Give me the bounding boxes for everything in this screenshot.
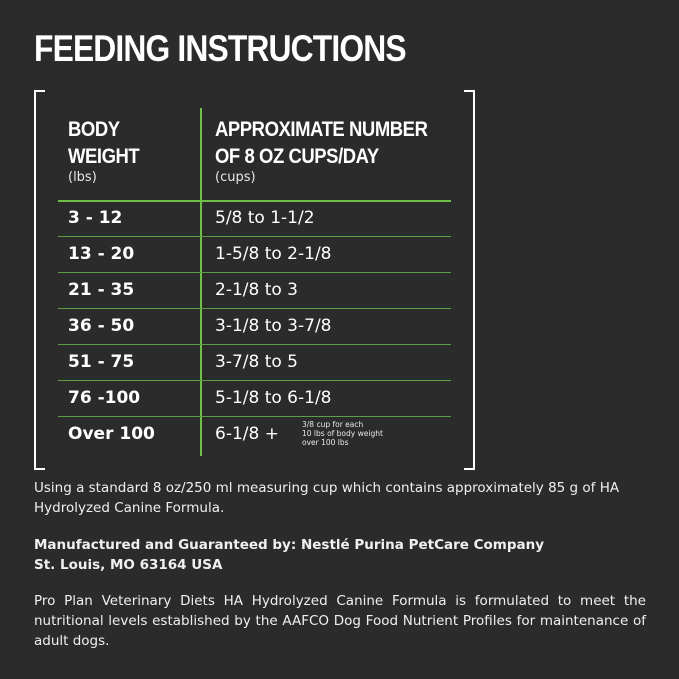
cups-header	[215, 116, 427, 170]
row-cups: 6-1/8 +	[215, 424, 279, 444]
table-row	[58, 344, 451, 379]
table-row	[58, 308, 451, 343]
row-cups: 3-7/8 to 5	[215, 352, 298, 372]
row-weight: 76 -100	[68, 388, 141, 408]
cups-unit: (cups)	[215, 170, 256, 185]
row-weight: 3 - 12	[68, 208, 123, 228]
page-title: FEEDING INSTRUCTIONS	[34, 28, 406, 69]
table-right-bracket	[464, 90, 475, 470]
table-row	[58, 380, 451, 415]
row-weight: 13 - 20	[68, 244, 135, 264]
table-row	[58, 416, 451, 451]
over-100-note-line2: 10 lbs of body weight	[302, 429, 383, 438]
body-weight-unit: (lbs)	[68, 170, 97, 185]
table-left-bracket	[34, 90, 45, 470]
row-divider	[58, 236, 451, 237]
manufacturer-info	[34, 535, 646, 575]
measuring-cup-note: Using a standard 8 oz/250 ml measuring cup which contains approximately 85 g of HA Hydrolyzed Canine Formula.	[34, 480, 620, 516]
row-cups: 5/8 to 1-1/2	[215, 208, 315, 228]
row-divider	[58, 416, 451, 417]
row-weight: Over 100	[68, 424, 155, 444]
row-cups: 5-1/8 to 6-1/8	[215, 388, 332, 408]
row-divider	[58, 308, 451, 309]
aafco-statement: Pro Plan Veterinary Diets HA Hydrolyzed Canine Formula is formulated to meet the nutritional levels established by the AAFCO Dog Food Nutrient Profiles for maintenance of adult dogs.	[34, 593, 646, 649]
row-weight: 36 - 50	[68, 316, 135, 336]
row-cups: 3-1/8 to 3-7/8	[215, 316, 332, 336]
cups-header-line1: APPROXIMATE NUMBER	[215, 118, 428, 141]
row-divider	[58, 380, 451, 381]
row-weight: 21 - 35	[68, 280, 135, 300]
over-100-note	[302, 420, 383, 447]
table-row	[58, 236, 451, 271]
body-weight-header-line1: BODY	[68, 118, 120, 141]
row-divider	[58, 344, 451, 345]
manufacturer-line1: Manufactured and Guaranteed by: Nestlé Purina PetCare Company	[34, 537, 545, 553]
table-row	[58, 272, 451, 307]
row-weight: 51 - 75	[68, 352, 135, 372]
body-weight-header	[68, 116, 139, 170]
row-cups: 2-1/8 to 3	[215, 280, 298, 300]
over-100-note-line1: 3/8 cup for each	[302, 420, 364, 429]
body-weight-header-line2: WEIGHT	[68, 145, 140, 168]
row-cups: 1-5/8 to 2-1/8	[215, 244, 332, 264]
row-divider	[58, 272, 451, 273]
cups-header-line2: OF 8 OZ CUPS/DAY	[215, 145, 379, 168]
manufacturer-line2: St. Louis, MO 63164 USA	[34, 557, 223, 573]
over-100-note-line3: over 100 lbs	[302, 438, 349, 447]
table-row	[58, 200, 451, 235]
row-divider	[58, 200, 451, 202]
